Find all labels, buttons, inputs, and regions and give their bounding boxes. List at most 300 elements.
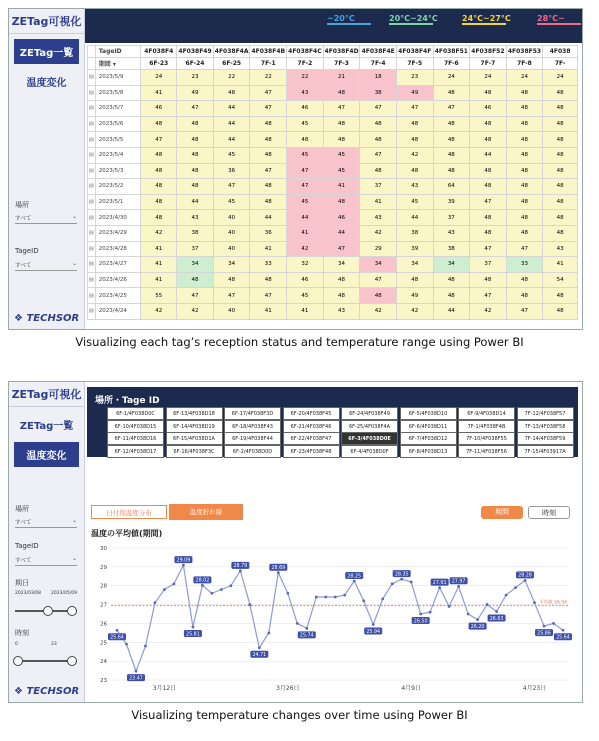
row-date: 2023/4/24 <box>95 303 141 319</box>
tag-option[interactable]: 7F-11/4F038F56 <box>458 445 515 458</box>
tag-option[interactable]: 6F-9/4F038D14 <box>458 407 515 420</box>
time-slider-end-handle[interactable] <box>67 656 77 666</box>
nav-tag-list[interactable]: ZETag一覧 <box>14 39 79 64</box>
table-cell: 43 <box>287 85 324 101</box>
table-cell: 48 <box>543 210 578 226</box>
table-cell: 44 <box>396 210 433 226</box>
table-cell: 48 <box>141 194 177 210</box>
data-point <box>391 582 394 585</box>
tag-option[interactable]: 6F-4/4F038D0F <box>341 445 398 458</box>
table-cell: 48 <box>360 132 397 148</box>
filter-tagid-label: TageID <box>15 542 39 550</box>
tag-option[interactable]: 6F-2/4F038D0D <box>224 445 281 458</box>
time-slider-start-handle[interactable] <box>13 656 23 666</box>
col-tagid-5[interactable]: 4F038F4D <box>323 46 360 58</box>
table-cell: 46 <box>141 101 177 117</box>
nav-temperature-change[interactable]: 温度変化 <box>26 78 67 89</box>
table-cell: 42 <box>470 303 507 319</box>
table-cell: 44 <box>433 303 470 319</box>
table-row <box>88 147 578 163</box>
table-cell: 48 <box>250 147 287 163</box>
filter-tagid-select[interactable] <box>15 259 77 271</box>
table-cell: 48 <box>177 272 214 288</box>
table-cell: 47 <box>506 303 543 319</box>
col-location-10: 7F-8 <box>506 58 543 70</box>
data-point <box>229 584 232 587</box>
tag-option[interactable]: 7F-15/4F03917A <box>517 445 574 458</box>
table-cell: 23 <box>177 70 214 86</box>
table-cell: 46 <box>287 101 324 117</box>
col-tagid-4[interactable]: 4F038F4C <box>287 46 324 58</box>
data-point <box>277 571 280 574</box>
data-label: 25.94 <box>366 629 381 635</box>
tag-option[interactable]: 6F-1/4F038D0C <box>107 407 164 420</box>
table-cell: 42 <box>287 241 324 257</box>
table-cell: 18 <box>360 70 397 86</box>
average-label: 平均値 26.94 <box>539 600 567 606</box>
table-cell: 29 <box>360 241 397 257</box>
tag-option[interactable]: 6F-17/4F038F3D <box>224 407 281 420</box>
col-location-4: 7F-2 <box>287 58 324 70</box>
tag-option[interactable]: 6F-19/4F038F44 <box>224 432 281 445</box>
table-cell: 41 <box>141 241 177 257</box>
table-cell: 41 <box>287 225 324 241</box>
table-cell: 39 <box>433 194 470 210</box>
legend-swatch-0 <box>327 23 371 25</box>
table-cell: 48 <box>506 179 543 195</box>
button-time[interactable]: 時刻 <box>528 506 570 519</box>
table-cell: 40 <box>213 225 250 241</box>
data-point <box>505 594 508 597</box>
table-row <box>88 272 578 288</box>
row-doc-icon: ▤ <box>88 101 96 117</box>
table-cell: 24 <box>141 70 177 86</box>
table-cell: 48 <box>323 194 360 210</box>
table-cell: 47 <box>213 288 250 304</box>
table-cell: 44 <box>323 225 360 241</box>
tag-option[interactable]: 7F-10/4F038F55 <box>458 432 515 445</box>
table-cell: 48 <box>543 132 578 148</box>
time-slider[interactable] <box>15 660 77 662</box>
period-slider[interactable] <box>15 610 77 612</box>
tab-temperature-line[interactable]: 温度折れ線 <box>169 504 243 520</box>
table-cell: 43 <box>433 225 470 241</box>
x-tick-label: 3月12日 <box>152 685 177 692</box>
data-point <box>163 588 166 591</box>
col-tagid-10[interactable]: 4F038F53 <box>506 46 543 58</box>
tag-option[interactable]: 6F-21/4F038F46 <box>283 420 340 433</box>
data-point <box>362 599 365 602</box>
col-tagid-7[interactable]: 4F038F4F <box>396 46 433 58</box>
data-point <box>286 592 289 595</box>
table-cell: 24 <box>506 70 543 86</box>
data-point <box>438 586 441 589</box>
table-cell: 47 <box>433 101 470 117</box>
table-row <box>88 194 578 210</box>
table-cell: 49 <box>177 85 214 101</box>
tag-option[interactable]: 6F-25/4F038F4A <box>341 420 398 433</box>
legend-item-1: 20°C~24°C <box>389 14 438 23</box>
period-slider-start-handle[interactable] <box>43 606 53 616</box>
tag-option[interactable]: 6F-11/4F038D16 <box>107 432 164 445</box>
table-row <box>88 85 578 101</box>
table-cell: 44 <box>213 132 250 148</box>
data-point <box>258 646 261 649</box>
row-date: 2023/5/9 <box>95 70 141 86</box>
data-point <box>429 611 432 614</box>
table-cell: 45 <box>396 194 433 210</box>
y-tick-label: 24 <box>100 659 107 666</box>
y-tick-label: 23 <box>100 678 107 684</box>
row-doc-icon: ▤ <box>88 303 96 319</box>
row-date: 2023/5/5 <box>95 132 141 148</box>
data-label: 25.86 <box>537 631 551 637</box>
table-cell: 47 <box>177 288 214 304</box>
filter-tagid-label: TageID <box>15 247 39 255</box>
y-tick-label: 29 <box>100 564 107 571</box>
chevron-down-icon: ⌄ <box>71 555 77 562</box>
tag-option[interactable]: 6F-22/4F038F47 <box>283 432 340 445</box>
tag-option[interactable]: 6F-6/4F038D11 <box>400 420 457 433</box>
tab-date-distribution[interactable]: 日付別温度分布 <box>91 505 167 519</box>
tag-option[interactable]: 6F-15/4F038D1A <box>166 432 223 445</box>
data-point <box>220 588 223 591</box>
table-cell: 48 <box>470 210 507 226</box>
temperature-table <box>87 45 578 327</box>
table-cell: 43 <box>177 210 214 226</box>
table-cell: 46 <box>323 210 360 226</box>
logo-text: TECHSOR <box>26 313 80 324</box>
table-cell: 33 <box>250 257 287 273</box>
table-cell: 48 <box>506 85 543 101</box>
y-tick-label: 25 <box>100 640 107 647</box>
period-end: 2023/05/09 <box>51 591 77 596</box>
filter-location-select[interactable] <box>15 212 77 224</box>
chevron-down-icon: ⌄ <box>71 517 77 524</box>
sort-down-icon[interactable]: ▾ <box>112 61 116 68</box>
table-cell: 48 <box>470 163 507 179</box>
table-cell: 41 <box>543 257 578 273</box>
table-cell: 47 <box>396 101 433 117</box>
tag-option[interactable]: 6F-10/4F038D15 <box>107 420 164 433</box>
data-label: 28.69 <box>271 566 286 572</box>
data-point <box>448 605 451 608</box>
table-cell: 47 <box>470 241 507 257</box>
table-cell: 47 <box>360 101 397 117</box>
table-row <box>88 70 578 86</box>
table-cell: 45 <box>287 194 324 210</box>
row-doc-icon: ▤ <box>88 132 96 148</box>
table-cell: 42 <box>177 303 214 319</box>
table-cell: 48 <box>250 194 287 210</box>
data-point <box>324 596 327 599</box>
table-cell: 41 <box>141 257 177 273</box>
filter-tagid-value: すべて <box>15 263 32 269</box>
data-point <box>486 603 489 606</box>
row-doc-icon: ▤ <box>88 70 96 86</box>
table-cell: 47 <box>470 288 507 304</box>
table-cell: 48 <box>433 163 470 179</box>
table-cell: 45 <box>213 147 250 163</box>
table-row <box>88 163 578 179</box>
caption-2: Visualizing temperature changes over time using Power BI <box>131 708 468 722</box>
data-point <box>315 596 318 599</box>
header-tagid: TageID <box>95 46 141 58</box>
table-cell: 48 <box>506 194 543 210</box>
tag-option[interactable]: 7F-14/4F038F59 <box>517 432 574 445</box>
table-cell: 47 <box>287 163 324 179</box>
row-date: 2023/4/29 <box>95 225 141 241</box>
table-cell: 43 <box>360 210 397 226</box>
table-cell: 48 <box>396 116 433 132</box>
col-tagid-11[interactable]: 4F038 <box>543 46 578 58</box>
row-doc-icon: ▤ <box>88 288 96 304</box>
table-cell: 48 <box>543 225 578 241</box>
table-cell: 45 <box>287 288 324 304</box>
table-cell: 48 <box>433 85 470 101</box>
col-location-11: 7F- <box>543 58 578 70</box>
table-cell: 47 <box>141 132 177 148</box>
table-cell: 45 <box>323 163 360 179</box>
table-cell: 44 <box>213 101 250 117</box>
filter-tagid-select[interactable] <box>15 554 77 566</box>
row-doc-icon: ▤ <box>88 116 96 132</box>
data-point <box>182 564 185 567</box>
row-doc-icon: ▤ <box>88 85 96 101</box>
table-cell: 34 <box>360 257 397 273</box>
row-date: 2023/5/8 <box>95 85 141 101</box>
nav-tag-list[interactable]: ZETag一覧 <box>19 421 74 432</box>
data-point <box>296 622 299 625</box>
table-cell: 45 <box>287 116 324 132</box>
col-tagid-1[interactable]: 4F038F49 <box>177 46 214 58</box>
tag-option[interactable]: 7F-1/4F038F4B <box>458 420 515 433</box>
table-cell: 37 <box>470 257 507 273</box>
data-point <box>419 613 422 616</box>
row-doc-icon: ▤ <box>88 225 96 241</box>
sidebar <box>9 382 85 702</box>
table-cell: 32 <box>287 257 324 273</box>
tag-selector-title: 場所・Tage ID <box>95 396 160 406</box>
brand-title: ZETag可視化 <box>9 9 84 34</box>
period-slider-end-handle[interactable] <box>67 606 77 616</box>
table-cell: 41 <box>141 85 177 101</box>
table-cell: 48 <box>506 272 543 288</box>
table-cell: 48 <box>506 101 543 117</box>
table-cell: 48 <box>250 179 287 195</box>
logo-diamond-icon: ❖ <box>14 313 23 324</box>
table-cell: 47 <box>250 163 287 179</box>
col-tagid-0[interactable]: 4F038F4 <box>141 46 177 58</box>
legend-swatch-3 <box>537 23 581 25</box>
table-cell: 36 <box>213 163 250 179</box>
data-point <box>524 579 527 582</box>
col-location-0: 6F-23 <box>141 58 177 70</box>
col-tagid-9[interactable]: 4F038F52 <box>470 46 507 58</box>
filter-location-label: 場所 <box>15 201 29 209</box>
period-label: 期日 <box>15 579 29 587</box>
table-cell: 48 <box>396 272 433 288</box>
table-cell: 48 <box>323 132 360 148</box>
tag-option[interactable]: 6F-5/4F038D10 <box>400 407 457 420</box>
table-cell: 34 <box>323 257 360 273</box>
data-point <box>410 581 413 584</box>
chart-title: 温度の平均値(期間) <box>91 529 163 538</box>
tag-option[interactable]: 7F-12/4F038F57 <box>517 407 574 420</box>
tag-option[interactable]: 6F-3/4F038D0E <box>341 432 398 445</box>
tag-option[interactable]: 6F-14/4F038D19 <box>166 420 223 433</box>
time-label: 時刻 <box>15 629 29 637</box>
table-row <box>88 179 578 195</box>
table-cell: 48 <box>470 116 507 132</box>
tag-option[interactable]: 7F-13/4F038F58 <box>517 420 574 433</box>
data-point <box>343 594 346 597</box>
tag-option[interactable]: 6F-7/4F038D12 <box>400 432 457 445</box>
table-cell: 48 <box>470 272 507 288</box>
table-cell: 48 <box>323 116 360 132</box>
data-label: 28.25 <box>347 574 362 580</box>
row-date: 2023/5/7 <box>95 101 141 117</box>
table-cell: 48 <box>213 272 250 288</box>
row-date: 2023/5/1 <box>95 194 141 210</box>
legend-item-3: 28°C~ <box>537 14 565 23</box>
col-location-2: 6F-25 <box>213 58 250 70</box>
row-doc-icon: ▤ <box>88 257 96 273</box>
table-cell: 40 <box>213 241 250 257</box>
x-tick-label: 3月26日 <box>276 685 300 692</box>
table-cell: 47 <box>250 288 287 304</box>
data-point <box>552 622 555 625</box>
table-cell: 48 <box>506 132 543 148</box>
table-cell: 21 <box>323 70 360 86</box>
table-cell: 44 <box>213 116 250 132</box>
table-cell: 48 <box>506 116 543 132</box>
table-cell: 24 <box>433 70 470 86</box>
table-row <box>88 116 578 132</box>
table-cell: 42 <box>360 303 397 319</box>
table-cell: 47 <box>287 179 324 195</box>
x-tick-label: 4月23日 <box>522 685 547 692</box>
table-cell: 46 <box>470 101 507 117</box>
data-label: 26.63 <box>489 616 504 622</box>
table-cell: 37 <box>177 241 214 257</box>
table-cell: 48 <box>250 132 287 148</box>
y-tick-label: 30 <box>100 546 107 552</box>
table-cell: 48 <box>250 116 287 132</box>
row-date: 2023/4/30 <box>95 210 141 226</box>
table-cell: 43 <box>323 303 360 319</box>
table-cell: 48 <box>287 132 324 148</box>
table-cell: 48 <box>470 179 507 195</box>
table-row <box>88 132 578 148</box>
tag-option[interactable]: 6F-24/4F038F49 <box>341 407 398 420</box>
row-date: 2023/5/6 <box>95 116 141 132</box>
tag-option[interactable]: 6F-23/4F038F48 <box>283 445 340 458</box>
data-point <box>467 613 470 616</box>
data-point <box>334 596 337 599</box>
data-point <box>210 592 213 595</box>
chevron-down-icon: ⌄ <box>71 260 77 267</box>
col-tagid-3[interactable]: 4F038F4B <box>250 46 287 58</box>
button-period[interactable]: 期間 <box>481 506 523 519</box>
table-cell: 42 <box>396 303 433 319</box>
tag-option[interactable]: 6F-16/4F038F3C <box>166 445 223 458</box>
header-period[interactable]: 期間 ▾ <box>95 58 141 70</box>
table-cell: 48 <box>543 85 578 101</box>
x-tick-label: 4月9日 <box>401 685 421 692</box>
table-cell: 48 <box>213 85 250 101</box>
table-row <box>88 101 578 117</box>
col-location-9: 7F-7 <box>470 58 507 70</box>
tag-option[interactable]: 6F-13/4F038D18 <box>166 407 223 420</box>
tag-option[interactable]: 6F-8/4F038D13 <box>400 445 457 458</box>
table-cell: 43 <box>396 179 433 195</box>
data-point <box>116 629 119 632</box>
data-point <box>400 578 403 581</box>
table-cell: 47 <box>250 101 287 117</box>
table-cell: 34 <box>433 257 470 273</box>
table-cell: 48 <box>177 163 214 179</box>
table-cell: 45 <box>287 147 324 163</box>
filter-location-select[interactable] <box>15 516 77 528</box>
table-cell: 43 <box>543 241 578 257</box>
table-cell: 34 <box>177 257 214 273</box>
legend-bar <box>85 9 582 43</box>
table-cell: 38 <box>177 225 214 241</box>
data-point <box>476 618 479 621</box>
table-cell: 48 <box>433 288 470 304</box>
data-label: 25.74 <box>299 633 314 639</box>
table-cell: 44 <box>470 147 507 163</box>
table-cell: 47 <box>250 85 287 101</box>
table-cell: 37 <box>433 210 470 226</box>
data-label: 26.20 <box>470 624 485 630</box>
table-cell: 48 <box>360 116 397 132</box>
table-cell: 47 <box>506 241 543 257</box>
row-doc-icon: ▤ <box>88 210 96 226</box>
col-tagid-2[interactable]: 4F038F4A <box>213 46 250 58</box>
table-cell: 36 <box>250 225 287 241</box>
row-doc-icon: ▤ <box>88 147 96 163</box>
table-row <box>88 288 578 304</box>
data-point <box>495 610 498 613</box>
table-cell: 48 <box>141 179 177 195</box>
table-cell: 41 <box>250 241 287 257</box>
table-cell: 48 <box>470 85 507 101</box>
data-point <box>353 580 356 583</box>
tag-option[interactable]: 6F-12/4F038D17 <box>107 445 164 458</box>
table-cell: 48 <box>470 132 507 148</box>
filter-location-label: 場所 <box>15 505 29 513</box>
tag-option[interactable]: 6F-20/4F038F45 <box>283 407 340 420</box>
col-tagid-6[interactable]: 4F038F4E <box>360 46 397 58</box>
table-cell: 48 <box>543 101 578 117</box>
caption-1: Visualizing each tag’s reception status and temperature range using Power BI <box>75 335 524 349</box>
row-date: 2023/4/28 <box>95 241 141 257</box>
y-tick-label: 27 <box>100 602 107 609</box>
brand-title: ZETag可視化 <box>9 382 84 407</box>
col-tagid-8[interactable]: 4F038F51 <box>433 46 470 58</box>
tag-option[interactable]: 6F-18/4F038F43 <box>224 420 281 433</box>
table-cell: 44 <box>250 210 287 226</box>
data-point <box>372 623 375 626</box>
table-cell: 48 <box>396 132 433 148</box>
data-label: 26.50 <box>413 619 428 625</box>
data-label: 28.35 <box>394 572 409 578</box>
nav-temperature-change[interactable]: 温度変化 <box>14 442 79 467</box>
table-cell: 48 <box>433 132 470 148</box>
table-cell: 37 <box>360 179 397 195</box>
